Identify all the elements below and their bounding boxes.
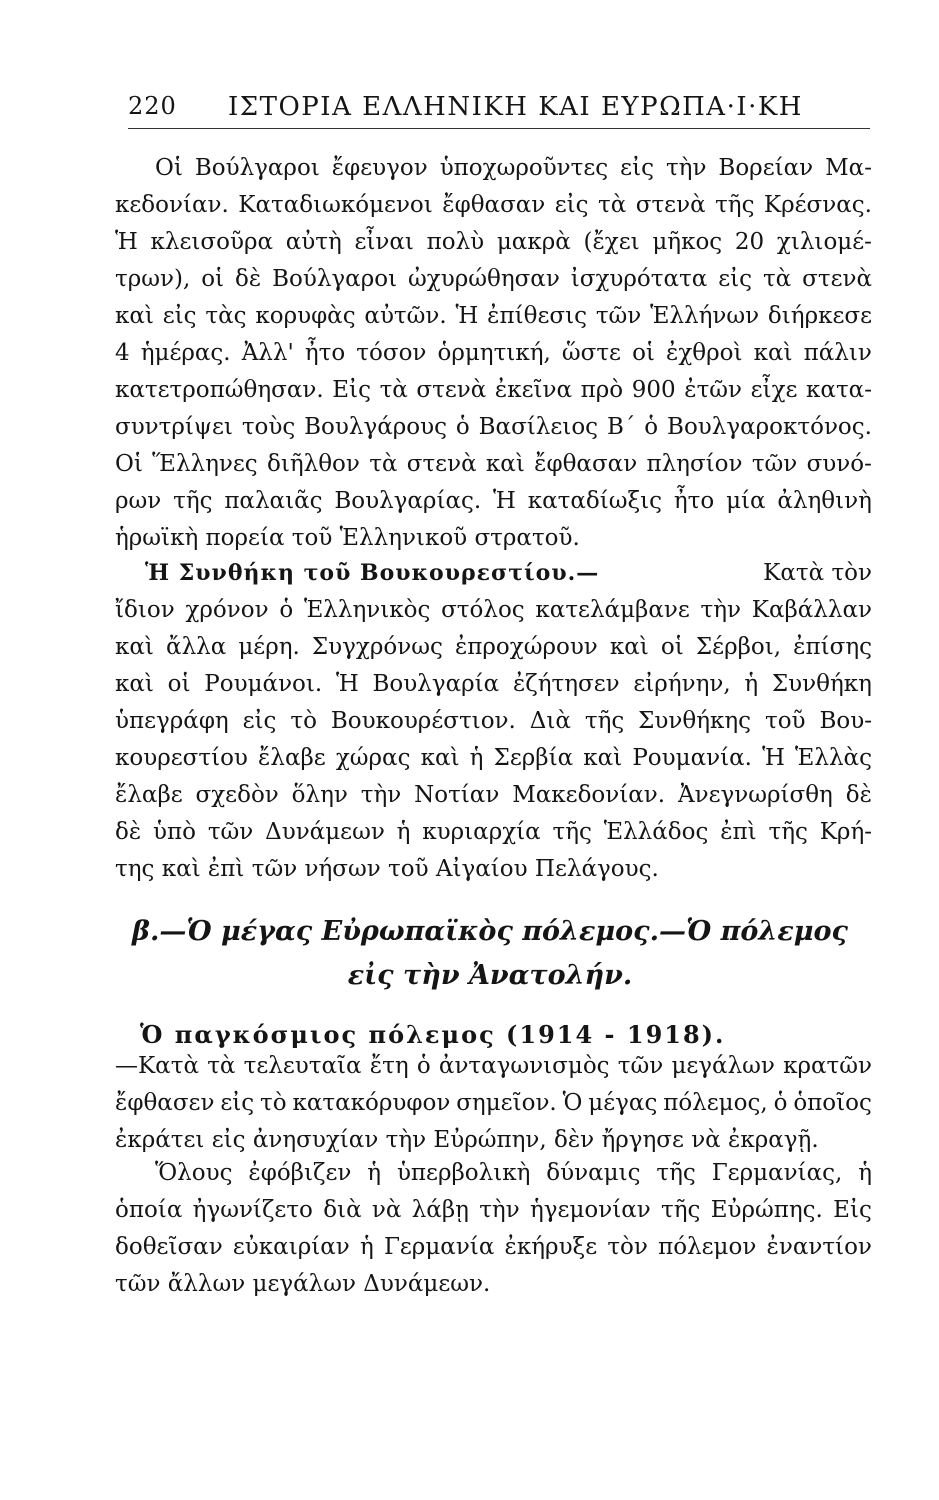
text-line: καὶ ἄλλα μέρη. Συγχρόνως ἐπροχώρουν καὶ οἱ Σέρβοι, ἐπίσης bbox=[115, 634, 872, 660]
text-line: κουρεστίου ἔλαβε χώρας καὶ ἡ Σερβία καὶ Ρουμανία. Ἡ Ἑλλὰς bbox=[115, 745, 872, 771]
text-line: τρων), οἱ δὲ Βούλγαροι ὠχυρώθησαν ἰσχυρότατα εἰς τὰ στενὰ bbox=[115, 266, 872, 292]
text-line: Ἡ κλεισοῦρα αὐτὴ εἶναι πολὺ μακρὰ (ἔχει μῆκος 20 χιλιομέ- bbox=[115, 229, 872, 255]
text-line: —Κατὰ τὰ τελευταῖα ἔτη ὁ ἀνταγωνισμὸς τῶν μεγάλων κρατῶν bbox=[115, 1053, 872, 1079]
treaty-bold-title: Ἡ Συνθήκη τοῦ Βουκουρεστίου.— bbox=[145, 560, 600, 586]
chapter-heading-line2: εἰς τὴν Ἀνατολήν. bbox=[347, 960, 633, 991]
chapter-heading-line1: β.—Ὁ μέγας Εὐρωπαϊκὸς πόλεμος.—Ὁ πόλεμος bbox=[132, 916, 848, 947]
text-line: καὶ εἰς τὰς κορυφὰς αὐτῶν. Ἡ ἐπίθεσις τῶν Ἑλλήνων διήρκεσε bbox=[115, 303, 872, 329]
text-line: ἔλαβε σχεδὸν ὅλην τὴν Νοτίαν Μακεδονίαν. Ἀνεγνωρίσθη δὲ bbox=[115, 782, 872, 808]
text-line: ἐκράτει εἰς ἀνησυχίαν τὴν Εὐρώπην, δὲν ἤργησε νὰ ἐκραγῇ. bbox=[115, 1127, 819, 1153]
text-line: κατετροπώθησαν. Εἰς τὰ στενὰ ἐκεῖνα πρὸ 900 ἐτῶν εἶχε κατα- bbox=[115, 377, 872, 403]
text-line: 4 ἡμέρας. Ἀλλ' ἦτο τόσον ὁρμητική, ὥστε οἱ ἐχθροὶ καὶ πάλιν bbox=[115, 340, 872, 366]
page-header bbox=[128, 92, 870, 129]
world-war-subheading: Ὁ παγκόσμιος πόλεμος (1914 - 1918). bbox=[140, 1020, 726, 1049]
text-line: συντρίψει τοὺς Βουλγάρους ὁ Βασίλειος Β΄ ὁ Βουλγαροκτόνος. bbox=[115, 414, 872, 440]
text-line: Οἱ Βούλγαροι ἔφευγον ὑποχωροῦντες εἰς τὴν Βορείαν Μα- bbox=[155, 155, 872, 181]
text-line: Ὅλους ἐφόβιζεν ἡ ὑπερβολικὴ δύναμις τῆς Γερμανίας, ἡ bbox=[155, 1160, 872, 1186]
text-line: Οἱ Ἕλληνες διῆλθον τὰ στενὰ καὶ ἔφθασαν πλησίον τῶν συνό- bbox=[115, 451, 872, 477]
paragraph-treaty-bucharest bbox=[115, 560, 872, 893]
paragraph-germany bbox=[115, 1160, 872, 1308]
text-line: της καὶ ἐπὶ τῶν νήσων τοῦ Αἰγαίου Πελάγους. bbox=[115, 856, 659, 882]
text-line: ἡρωϊκὴ πορεία τοῦ Ἑλληνικοῦ στρατοῦ. bbox=[115, 525, 580, 551]
paragraph-bulgarian-retreat bbox=[115, 155, 872, 562]
text-line: δὲ ὑπὸ τῶν Δυνάμεων ἡ κυριαρχία τῆς Ἑλλάδος ἐπὶ τῆς Κρή- bbox=[115, 819, 872, 845]
text-line: ὑπεγράφη εἰς τὸ Βουκουρέστιον. Διὰ τῆς Συνθήκης τοῦ Βου- bbox=[115, 708, 872, 734]
treaty-first-line-rest: Κατὰ τὸν bbox=[763, 560, 872, 586]
text-line: τῶν ἄλλων μεγάλων Δυνάμεων. bbox=[115, 1271, 491, 1297]
text-line: δοθεῖσαν εὐκαιρίαν ἡ Γερμανία ἐκήρυξε τὸν πόλεμον ἐναντίον bbox=[115, 1234, 872, 1260]
text-line bbox=[115, 560, 872, 597]
text-line: κεδονίαν. Καταδιωκόμενοι ἔφθασαν εἰς τὰ στενὰ τῆς Κρέσνας. bbox=[115, 192, 872, 218]
text-line: ὁποία ἠγωνίζετο διὰ νὰ λάβῃ τὴν ἡγεμονίαν τῆς Εὐρώπης. Εἰς bbox=[115, 1197, 872, 1223]
paragraph-world-war bbox=[115, 1053, 872, 1164]
text-line: ἴδιον χρόνον ὁ Ἑλληνικὸς στόλος κατελάμβανε τὴν Καβάλλαν bbox=[115, 597, 872, 623]
text-line: καὶ οἱ Ρουμάνοι. Ἡ Βουλγαρία ἐζήτησεν εἰρήνην, ἡ Συνθήκη bbox=[115, 671, 872, 697]
chapter-heading bbox=[110, 910, 870, 998]
page-number: 220 bbox=[128, 92, 177, 120]
text-line: ἔφθασεν εἰς τὸ κατακόρυφον σημεῖον. Ὁ μέγας πόλεμος, ὁ ὁποῖος bbox=[115, 1090, 872, 1116]
running-title: ΙΣΤΟΡΙΑ ΕΛΛΗΝΙΚΗ ΚΑΙ ΕΥΡΩΠΑ·Ι·ΚΗ bbox=[228, 92, 803, 122]
text-line: ρων τῆς παλαιᾶς Βουλγαρίας. Ἡ καταδίωξις ἦτο μία ἀληθινὴ bbox=[115, 488, 872, 514]
